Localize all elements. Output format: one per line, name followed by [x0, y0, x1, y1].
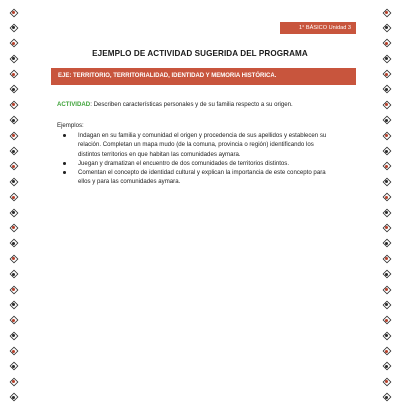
decorative-border-left [6, 0, 21, 400]
andean-diamond-icon [382, 23, 391, 32]
list-item [61, 131, 361, 159]
activity-description [57, 101, 357, 108]
andean-diamond-icon [382, 270, 391, 279]
andean-diamond-icon [9, 8, 18, 17]
andean-diamond-icon [9, 331, 18, 340]
andean-diamond-icon [382, 254, 391, 263]
examples-heading: Ejemplos: [57, 122, 84, 129]
andean-diamond-icon [9, 347, 18, 356]
list-item [61, 159, 361, 168]
andean-diamond-icon [9, 393, 18, 402]
andean-diamond-icon [9, 300, 18, 309]
list-item-line: Juegan y dramatizan el encuentro de dos comunidades de territorios distintos. [78, 159, 290, 167]
activity-text: : Describen características personales y de su familia respecto a su origen. [90, 101, 293, 108]
andean-diamond-icon [382, 131, 391, 140]
andean-diamond-icon [382, 85, 391, 94]
andean-diamond-icon [9, 100, 18, 109]
andean-diamond-icon [9, 147, 18, 156]
andean-diamond-icon [382, 70, 391, 79]
andean-diamond-icon [382, 208, 391, 217]
andean-diamond-icon [382, 39, 391, 48]
list-item [61, 168, 361, 187]
andean-diamond-icon [9, 270, 18, 279]
andean-diamond-icon [382, 377, 391, 386]
andean-diamond-icon [382, 316, 391, 325]
list-item-line: distintos territorios en que habitan las comunidades aymara. [78, 150, 241, 158]
andean-diamond-icon [9, 177, 18, 186]
andean-diamond-icon [382, 300, 391, 309]
andean-diamond-icon [9, 23, 18, 32]
andean-diamond-icon [9, 131, 18, 140]
list-item-line: Comentan el concepto de identidad cultural y explican la importancia de este concepto para [78, 169, 326, 177]
examples-list [61, 131, 361, 187]
andean-diamond-icon [382, 331, 391, 340]
andean-diamond-icon [382, 177, 391, 186]
andean-diamond-icon [9, 239, 18, 248]
andean-diamond-icon [9, 254, 18, 263]
bullet-icon [63, 171, 66, 174]
andean-diamond-icon [9, 316, 18, 325]
andean-diamond-icon [382, 116, 391, 125]
axis-banner: EJE: TERRITORIO, TERRITORIALIDAD, IDENTIDAD Y MEMORIA HISTÓRICA. [51, 68, 356, 85]
andean-diamond-icon [9, 208, 18, 217]
andean-diamond-icon [382, 393, 391, 402]
list-item-line: relación. Completan un mapa mudo (de la comuna, provincia o región) identificando los [78, 141, 314, 149]
andean-diamond-icon [382, 162, 391, 171]
andean-diamond-icon [382, 285, 391, 294]
list-item-line: Indagan en su familia y comunidad el origen y procedencia de sus apellidos y establecen su [78, 132, 327, 139]
andean-diamond-icon [9, 85, 18, 94]
activity-label: ACTIVIDAD [57, 101, 91, 108]
andean-diamond-icon [382, 100, 391, 109]
andean-diamond-icon [382, 223, 391, 232]
andean-diamond-icon [9, 285, 18, 294]
andean-diamond-icon [382, 239, 391, 248]
andean-diamond-icon [382, 193, 391, 202]
andean-diamond-icon [382, 147, 391, 156]
andean-diamond-icon [9, 116, 18, 125]
andean-diamond-icon [9, 70, 18, 79]
andean-diamond-icon [9, 39, 18, 48]
page-title: EJEMPLO DE ACTIVIDAD SUGERIDA DEL PROGRAMA [92, 49, 308, 58]
unit-badge: 1° BÁSICO Unidad 3 [280, 22, 356, 34]
andean-diamond-icon [382, 347, 391, 356]
andean-diamond-icon [382, 8, 391, 17]
decorative-border-right [379, 0, 394, 400]
andean-diamond-icon [9, 377, 18, 386]
andean-diamond-icon [9, 362, 18, 371]
andean-diamond-icon [9, 193, 18, 202]
andean-diamond-icon [382, 362, 391, 371]
andean-diamond-icon [9, 162, 18, 171]
bullet-icon [63, 134, 66, 137]
list-item-line: ellos y para las comunidades aymara. [78, 178, 181, 186]
andean-diamond-icon [9, 223, 18, 232]
bullet-icon [63, 162, 66, 165]
